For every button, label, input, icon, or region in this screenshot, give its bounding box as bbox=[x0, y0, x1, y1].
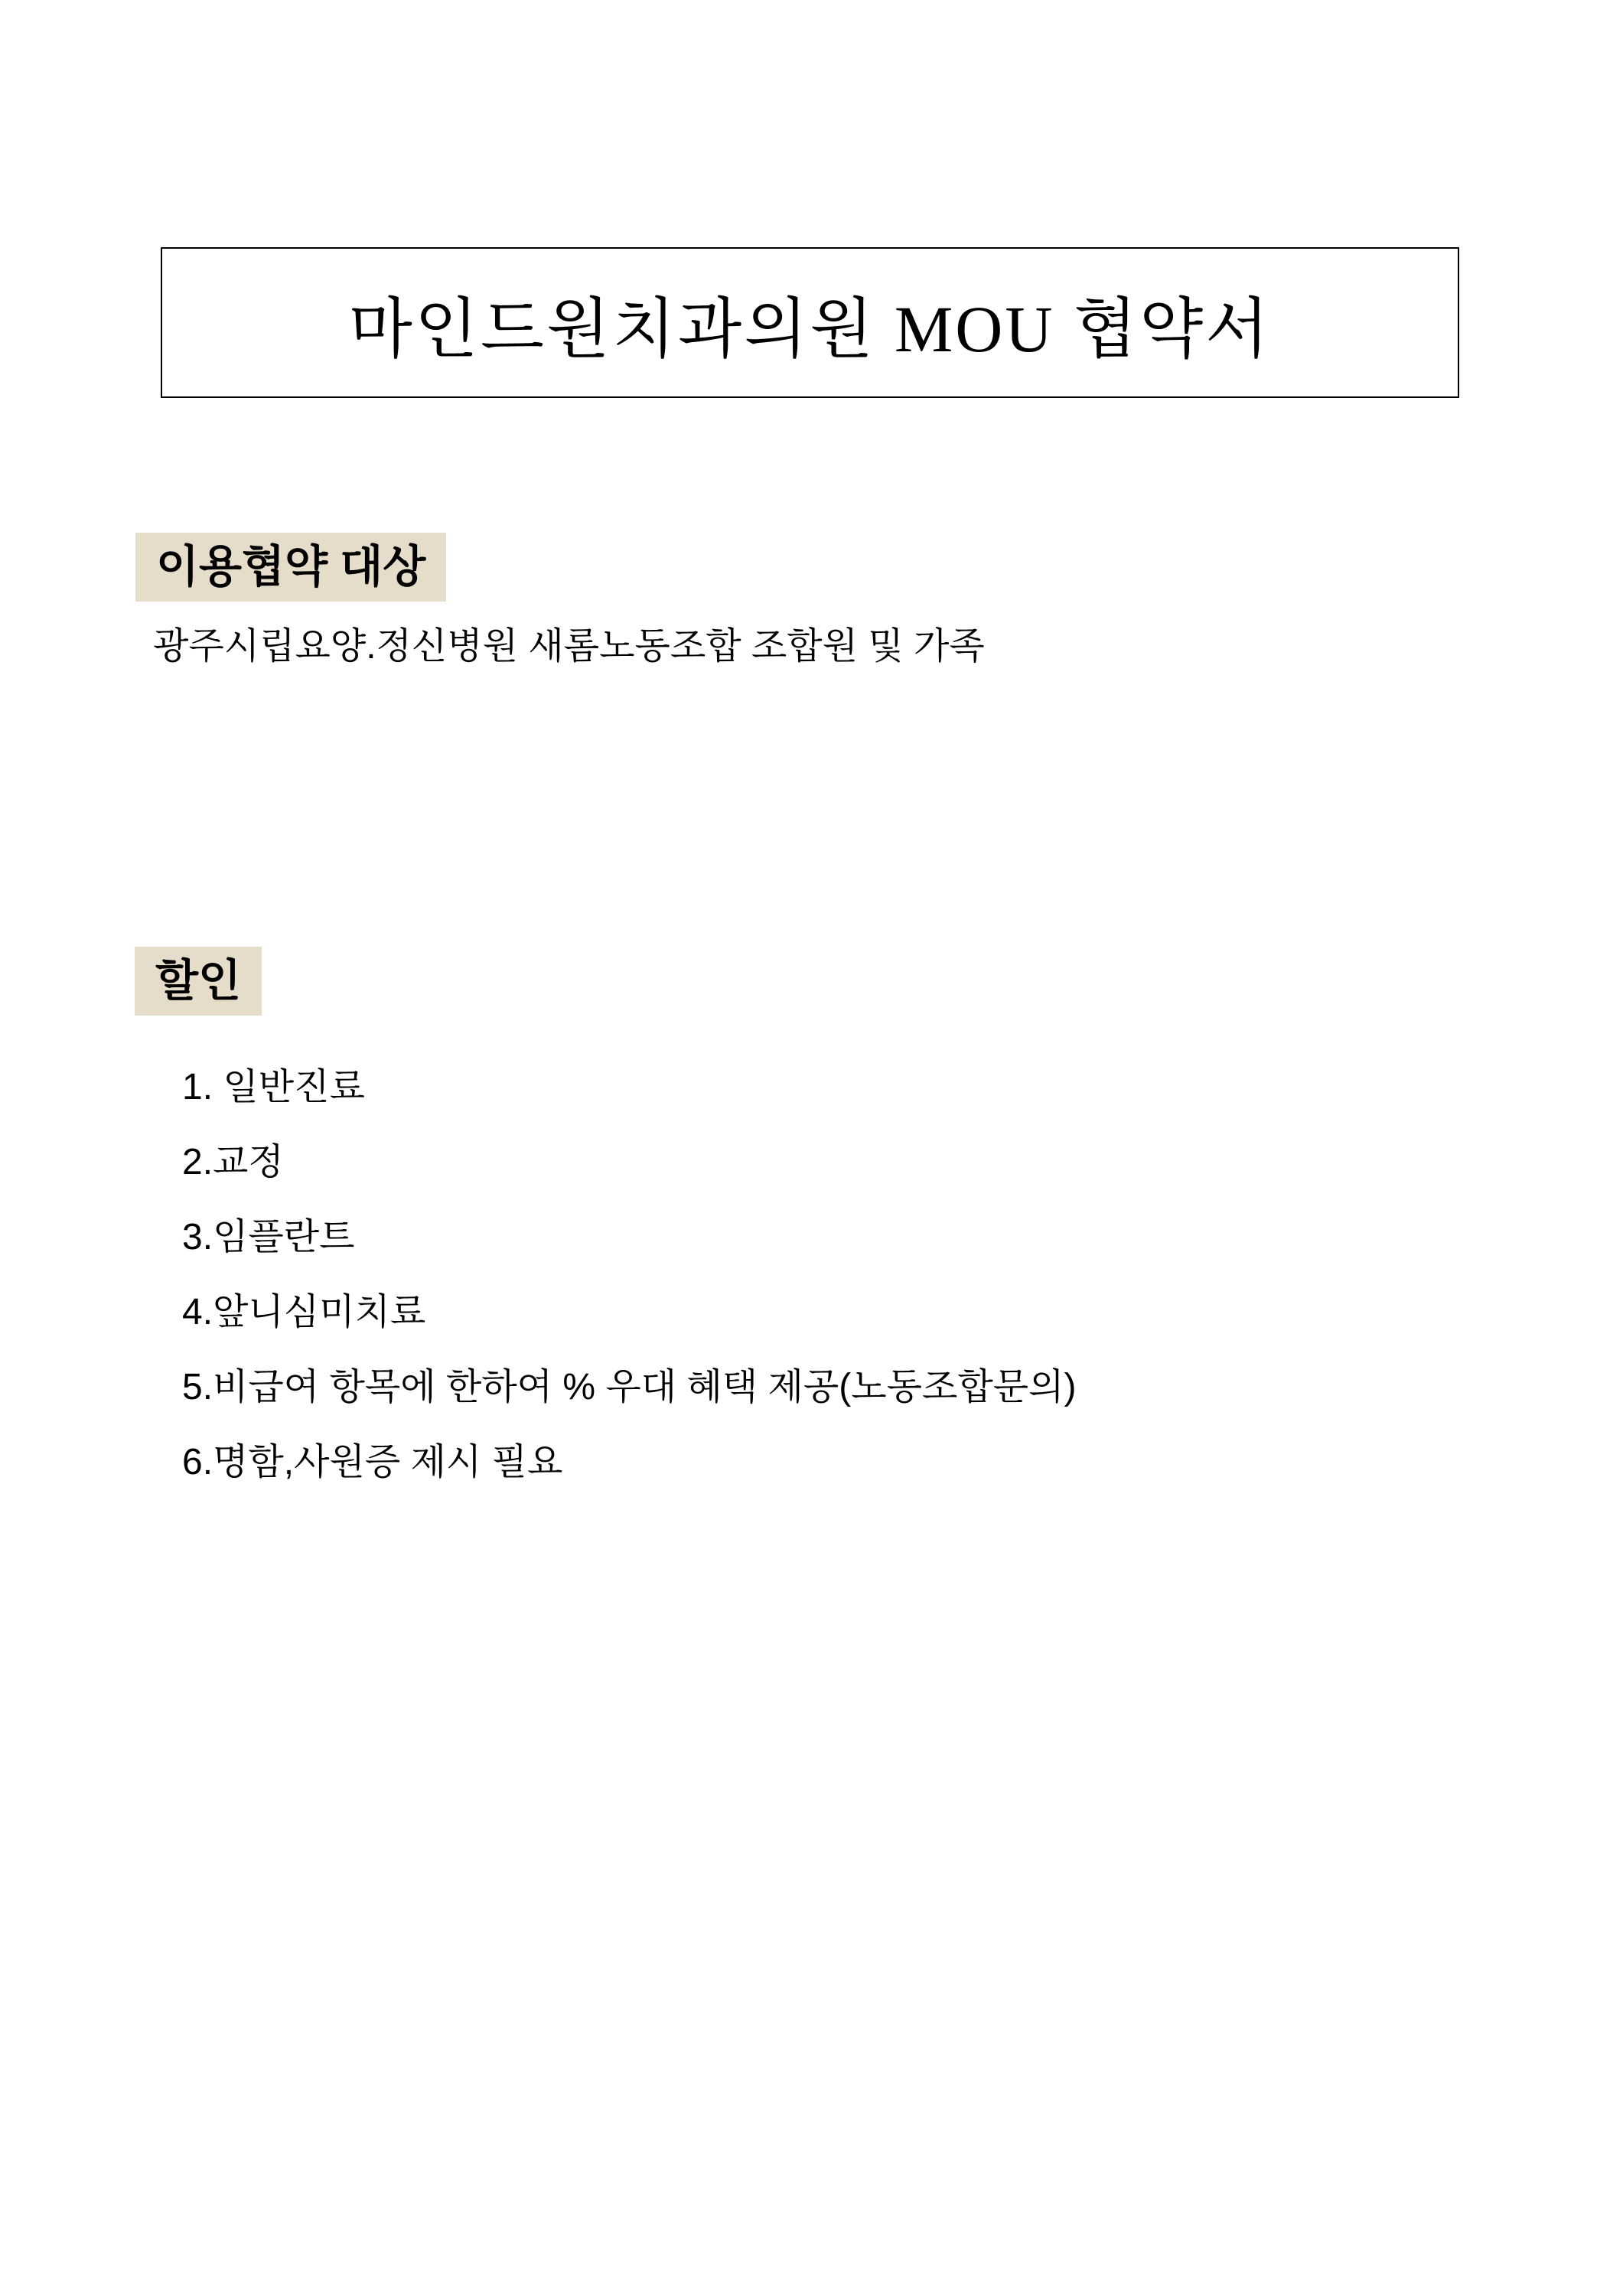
list-item: 1. 일반진료 bbox=[182, 1067, 365, 1107]
discount-list bbox=[182, 1050, 1076, 1500]
list-item: 4.앞니심미치료 bbox=[182, 1292, 426, 1332]
title-box bbox=[161, 247, 1459, 398]
target-body-text: 광주시립요양.정신병원 새롬노동조합 조합원 및 가족 bbox=[153, 626, 985, 667]
section-heading-target: 이용협약 대상 bbox=[135, 533, 446, 602]
list-item: 2.교정 bbox=[182, 1142, 284, 1182]
list-item: 3.임플란트 bbox=[182, 1217, 355, 1257]
document-title: 마인드원치과의원 MOU 협약서 bbox=[348, 292, 1272, 366]
list-item: 5.비급여 항목에 한하여 % 우대 혜택 제공(노동조합문의) bbox=[182, 1367, 1077, 1407]
list-item: 6.명함,사원증 제시 필요 bbox=[182, 1442, 563, 1482]
section-heading-discount: 할인 bbox=[135, 947, 262, 1016]
